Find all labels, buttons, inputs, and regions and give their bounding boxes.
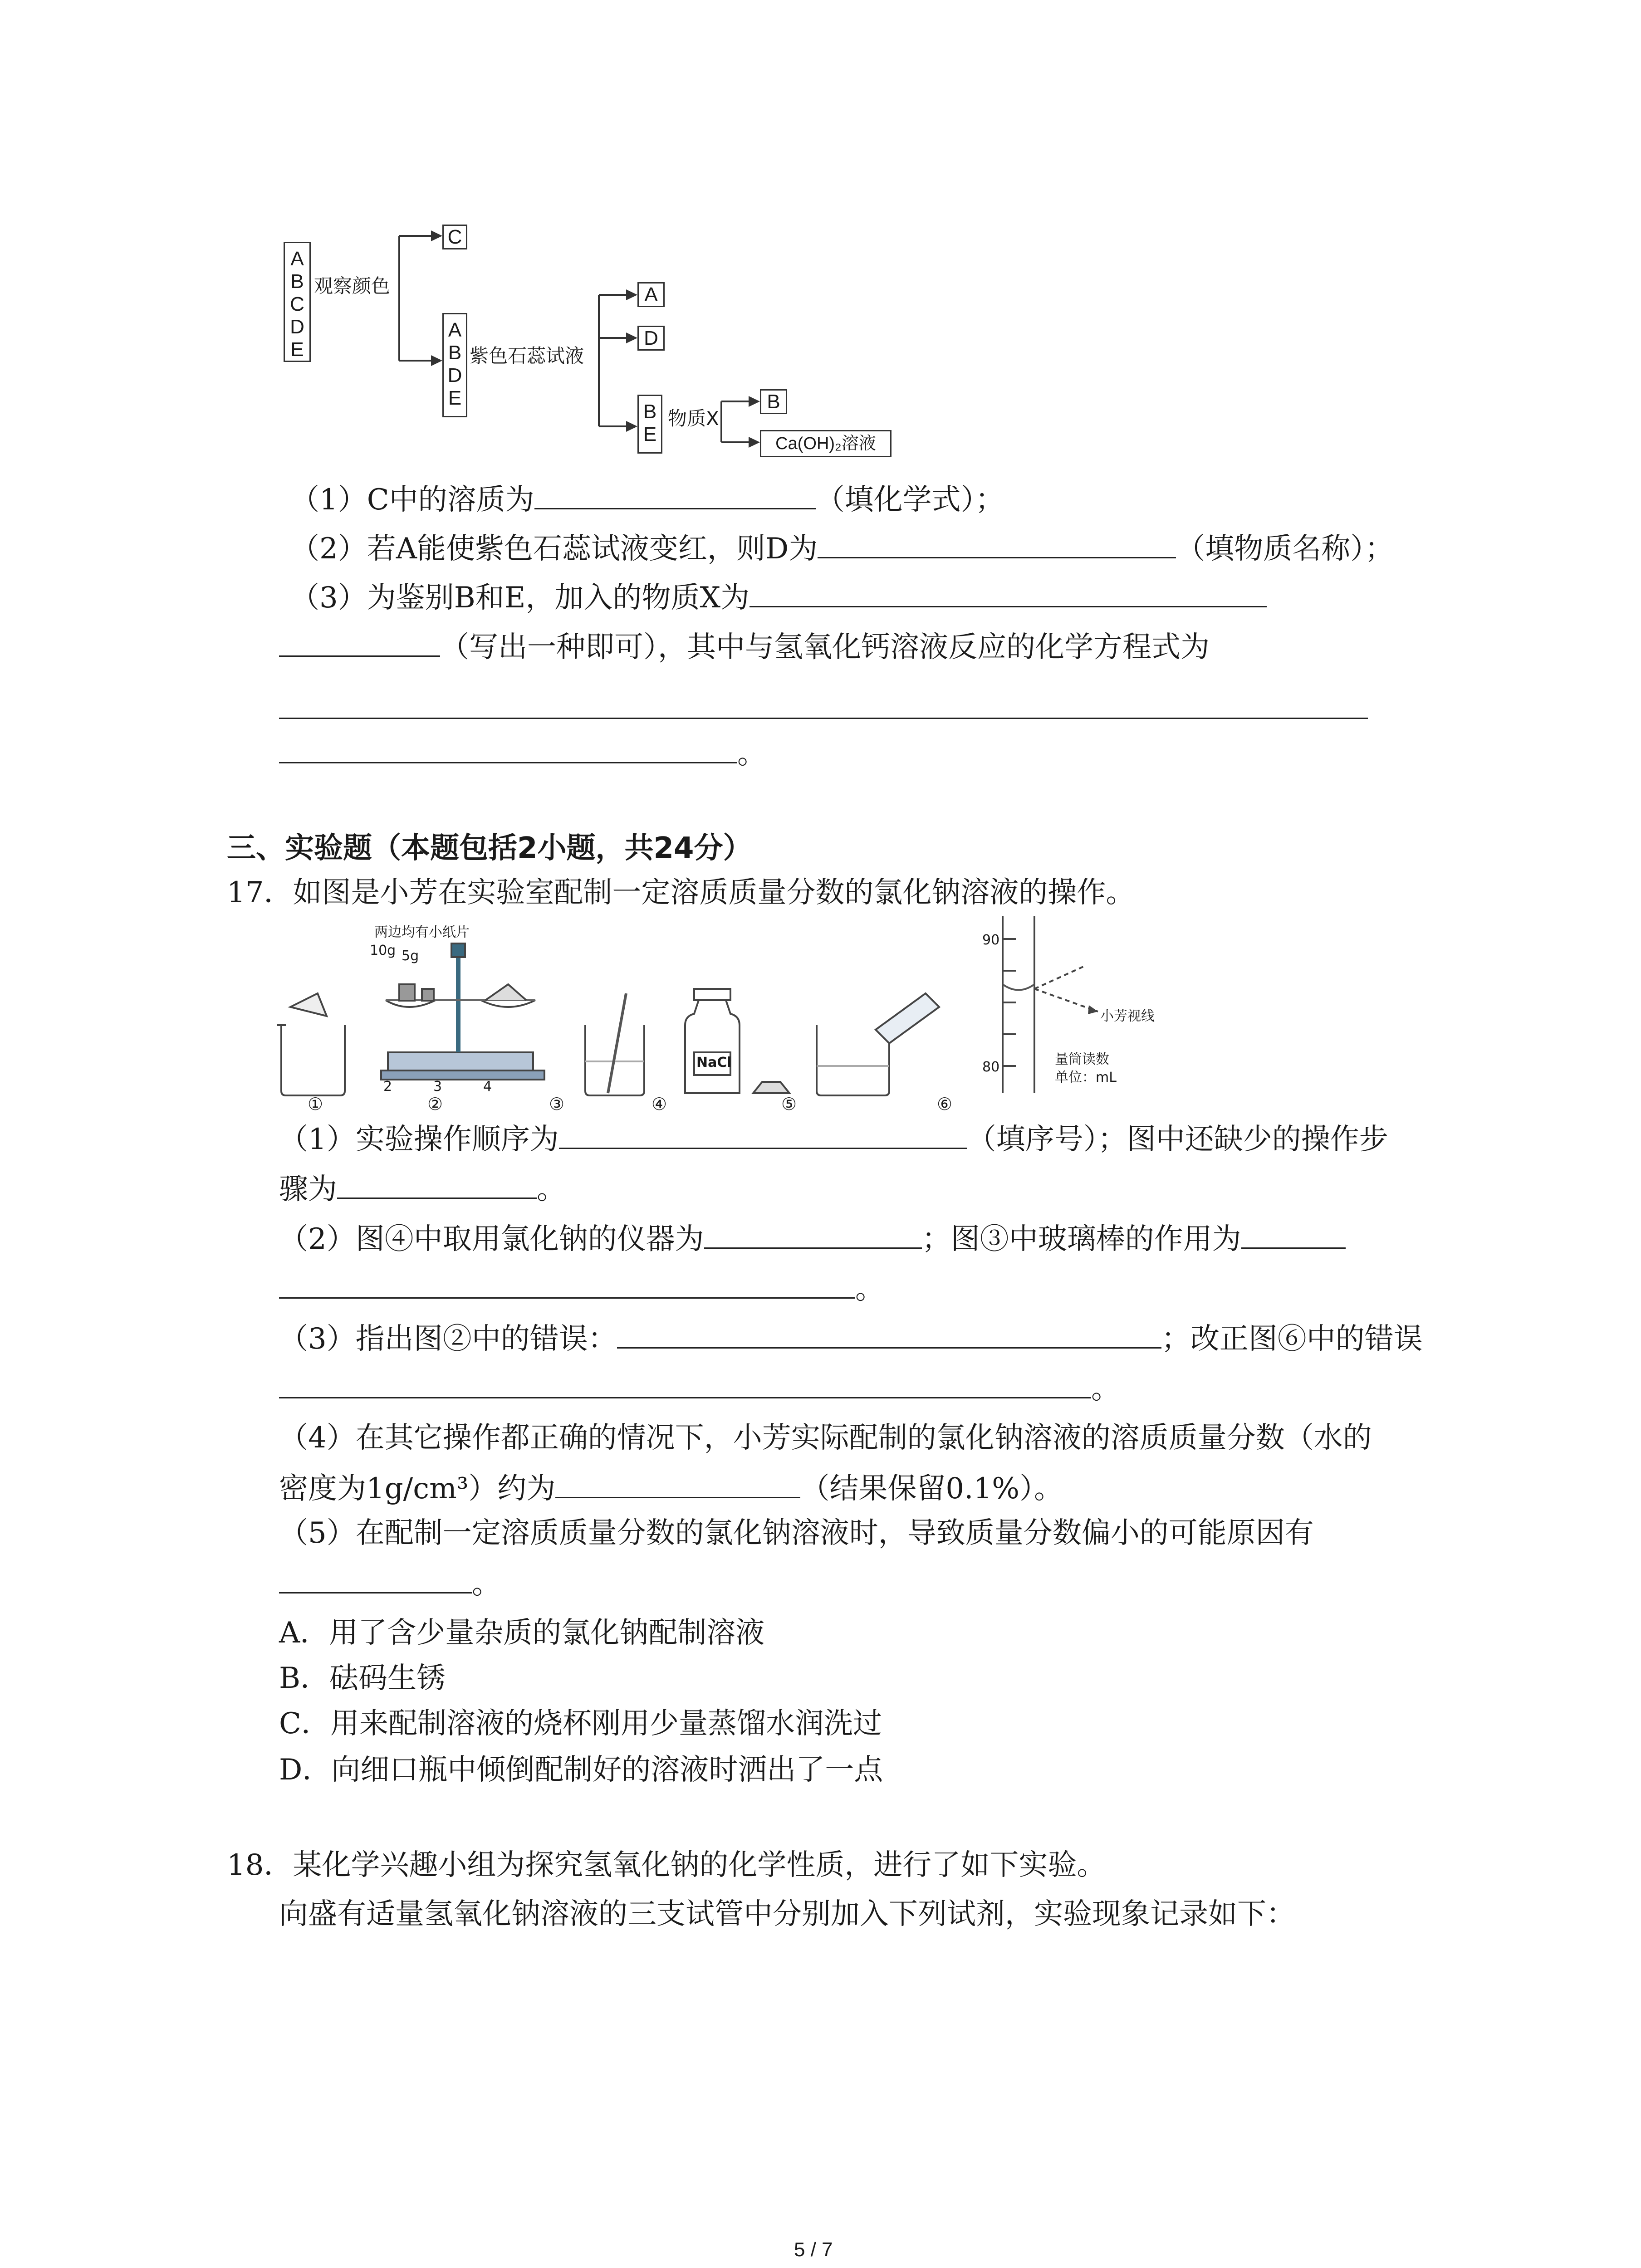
- q17-part3-blank-error[interactable]: [617, 1320, 1161, 1349]
- step3-samples-box: B E: [637, 395, 662, 454]
- fig-unit-label: 单位：mL: [1055, 1070, 1117, 1085]
- q16-part3-blank-x2[interactable]: [279, 628, 440, 657]
- q16-part1: （1）C中的溶质为 （填化学式）；: [290, 481, 1004, 518]
- step3-label: 物质X: [668, 407, 719, 430]
- fig-num-5: ⑤: [781, 1094, 797, 1114]
- q17-part5-blank[interactable]: [279, 1565, 472, 1593]
- fig-num-3: ③: [549, 1094, 565, 1114]
- fig-weight-5g: 5g: [402, 948, 419, 964]
- q16-part2: （2）若A能使紫色石蕊试液变红，则D为 （填物质名称）；: [290, 530, 1394, 567]
- q17-part2-blank-instrument[interactable]: [704, 1220, 922, 1249]
- flowchart-connectors: [0, 0, 1641, 499]
- fig-sightline-label: 小芳视线: [1100, 1008, 1155, 1024]
- section3-title: 三、实验题（本题包括2小题，共24分）: [227, 831, 752, 865]
- q17-part4: （4）在其它操作都正确的情况下，小芳实际配制的氯化钠溶液的溶质质量分数（水的: [279, 1421, 1372, 1455]
- step1-label: 观察颜色: [314, 275, 391, 297]
- q17-part3: （3）指出图②中的错误： ；改正图⑥中的错误: [279, 1320, 1423, 1357]
- step2-samples-box: A B D E: [442, 313, 467, 417]
- result-caoh2-box: Ca(OH)₂溶液: [760, 430, 892, 457]
- fig-reading-label: 量筒读数: [1055, 1051, 1109, 1067]
- q17-part5: （5）在配制一定溶质质量分数的氯化钠溶液时，导致质量分数偏小的可能原因有: [279, 1516, 1314, 1550]
- result-d-box: D: [637, 326, 665, 351]
- q17-option-a[interactable]: A．用了含少量杂质的氯化钠配制溶液: [279, 1616, 765, 1650]
- q17-part2: （2）图④中取用氯化钠的仪器为 ；图③中玻璃棒的作用为: [279, 1220, 1346, 1257]
- step2-label: 紫色石蕊试液: [470, 345, 584, 367]
- q17-option-d[interactable]: D．向细口瓶中倾倒配制好的溶液时洒出了一点: [279, 1753, 883, 1787]
- result-a-box: A: [637, 282, 665, 307]
- q17-part1-blank-step[interactable]: [337, 1170, 537, 1199]
- fig-num-2: ②: [427, 1094, 443, 1114]
- result-c-box: C: [442, 225, 467, 249]
- fig-scale-3: 3: [433, 1079, 442, 1095]
- q17-part1: （1）实验操作顺序为 （填序号）；图中还缺少的操作步: [279, 1120, 1388, 1158]
- q17-part1-cont: 骤为 。: [279, 1170, 566, 1207]
- q17-part4-blank[interactable]: [555, 1470, 800, 1498]
- start-samples-box: A B C D E: [284, 242, 311, 362]
- fig-scale-4: 4: [483, 1079, 492, 1095]
- fig-nacl-label: NaCl: [696, 1055, 732, 1070]
- q18-line2: 向盛有适量氢氧化钠溶液的三支试管中分别加入下列试剂，实验现象记录如下：: [279, 1897, 1295, 1931]
- q17-part3-cont: 。: [279, 1370, 1120, 1407]
- q17-option-b[interactable]: B．砝码生锈: [279, 1662, 446, 1695]
- fig-cylinder-80: 80: [982, 1059, 1000, 1075]
- fig-scale-2: 2: [383, 1079, 392, 1095]
- q16-part3-cont: （写出一种即可），其中与氢氧化钙溶液反应的化学方程式为: [279, 628, 1210, 665]
- fig-num-1: ①: [308, 1094, 323, 1114]
- fig-note-paper: 两边均有小纸片: [374, 924, 470, 940]
- q16-part1-blank[interactable]: [534, 481, 816, 509]
- q16-part2-blank[interactable]: [818, 530, 1176, 558]
- q16-equation-line2: 。: [279, 735, 766, 772]
- q17-part1-blank-order[interactable]: [559, 1120, 967, 1149]
- q17-option-c[interactable]: C．用来配制溶液的烧杯刚用少量蒸馏水润洗过: [279, 1707, 882, 1740]
- q16-equation-blank-line2[interactable]: [279, 735, 737, 763]
- q17-intro: 17．如图是小芳在实验室配制一定溶质质量分数的氯化钠溶液的操作。: [227, 876, 1135, 909]
- q17-part4-cont: 密度为1g/cm³）约为 （结果保留0.1%）。: [279, 1470, 1063, 1507]
- q17-part5-cont: 。: [279, 1565, 501, 1602]
- q17-part3-blank-fix[interactable]: [279, 1370, 1091, 1398]
- result-b-box: B: [760, 389, 787, 414]
- q17-part2-cont: 。: [279, 1270, 884, 1307]
- fig-num-6: ⑥: [937, 1094, 953, 1114]
- q16-equation-blank-line1[interactable]: [279, 718, 1368, 719]
- q17-part2-blank-rod[interactable]: [1241, 1220, 1346, 1249]
- q18-line1: 18．某化学兴趣小组为探究氢氧化钠的化学性质，进行了如下实验。: [227, 1848, 1106, 1882]
- page-number: 5 / 7: [794, 2239, 833, 2261]
- q16-part3-blank-x[interactable]: [749, 579, 1267, 607]
- fig-cylinder-90: 90: [982, 932, 1000, 948]
- q16-part3: （3）为鉴别B和E，加入的物质X为: [290, 579, 1267, 616]
- q17-part2-blank-rod-cont[interactable]: [279, 1270, 855, 1299]
- fig-num-4: ④: [652, 1094, 667, 1114]
- fig-weight-10g: 10g: [370, 943, 396, 958]
